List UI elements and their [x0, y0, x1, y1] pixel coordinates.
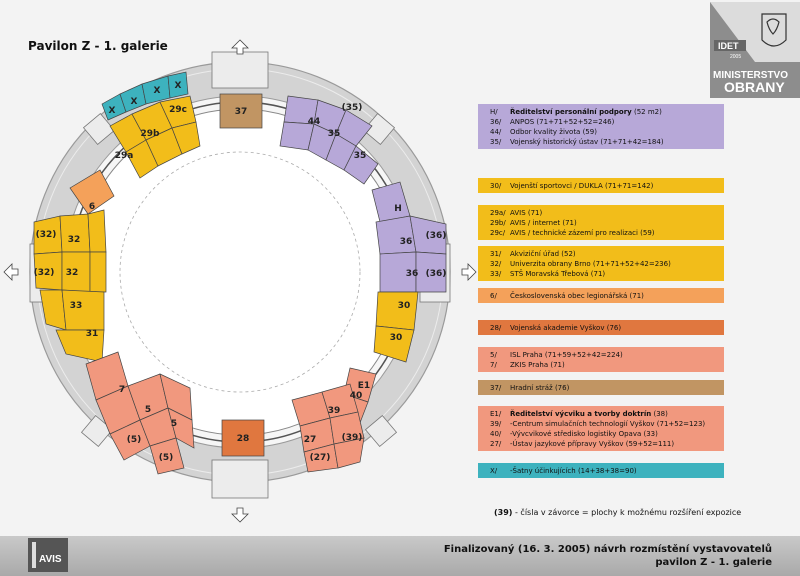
legend-code: 36/	[490, 118, 502, 126]
legend-row	[490, 429, 724, 439]
legend-name: -Vývcvikové středisko logistiky Opava (33)	[510, 430, 658, 438]
legend-name: AVIS (71)	[510, 209, 543, 217]
legend-row	[490, 383, 724, 393]
legend-code: 31/	[490, 250, 502, 258]
legend-code: 37/	[490, 384, 502, 392]
label-36-a: 36	[399, 237, 413, 247]
legend-name: Univerzita obrany Brno (71+71+52+42=236)	[510, 260, 671, 268]
footer-line2: pavilon Z - 1. galerie	[655, 557, 772, 568]
legend-code: 30/	[490, 182, 502, 190]
label-29a: 29a	[114, 151, 134, 161]
legend-row	[490, 228, 724, 238]
label-35-paren: (35)	[341, 103, 363, 113]
label-30-b: 30	[389, 333, 403, 343]
avis-logo-bar	[32, 542, 36, 568]
legend-row	[490, 137, 724, 147]
label-35-b: 35	[353, 151, 367, 161]
arrow-left-icon	[4, 264, 18, 280]
legend-name: Vojenská akademie Vyškov (76)	[510, 324, 622, 332]
legend-box	[478, 320, 724, 335]
legend-row	[490, 269, 724, 279]
legend-code: 35/	[490, 138, 502, 146]
legend-code: 29c/	[490, 229, 506, 237]
note-code: (39)	[494, 508, 513, 517]
label-30-a: 30	[397, 301, 411, 311]
label-x-1: X	[108, 106, 116, 116]
avis-text: AVIS	[39, 554, 62, 565]
legend-note	[494, 508, 741, 517]
arrow-right-icon	[462, 264, 476, 280]
legend-code: X/	[490, 467, 498, 475]
legend-row	[490, 259, 724, 269]
page-title: Pavilon Z - 1. galerie	[28, 39, 168, 53]
legend-code: 5/	[490, 351, 497, 359]
floor-plan	[0, 30, 480, 530]
legend-code: 27/	[490, 440, 502, 448]
ministry-logo	[710, 2, 800, 98]
legend-code: H/	[490, 108, 498, 116]
legend-code: 28/	[490, 324, 502, 332]
label-27: 27	[303, 435, 317, 445]
label-39: 39	[327, 406, 341, 416]
footer	[0, 536, 800, 576]
stair-top	[212, 52, 268, 88]
label-5-paren-b: (5)	[158, 453, 174, 463]
legend-row	[490, 439, 724, 449]
legend-row	[490, 181, 724, 191]
legend-name: ANPOS (71+71+52+52=246)	[510, 118, 615, 126]
label-39-paren: (39)	[341, 433, 363, 443]
legend-box	[478, 347, 724, 372]
legend-row	[490, 208, 724, 218]
legend-name: Vojenští sportovci / DUKLA (71+71=142)	[510, 182, 654, 190]
legend-code: 29a/	[490, 209, 506, 217]
legend-name: AVIS / technické zázemí pro realizaci (59)	[510, 229, 655, 237]
label-36-b: 36	[405, 269, 419, 279]
legend-name: ZKIS Praha (71)	[510, 361, 565, 369]
legend-row	[490, 350, 724, 360]
legend-row	[490, 360, 724, 370]
legend-name: AVIS / internet (71)	[510, 219, 577, 227]
legend-row	[490, 218, 724, 228]
legend-name: Vojenský historický ústav (71+71+42=184)	[510, 138, 664, 146]
label-x-4: X	[174, 81, 182, 91]
stair-bottom	[212, 460, 268, 498]
label-29b: 29b	[140, 129, 160, 139]
legend-name: STŠ Moravská Třebová (71)	[510, 270, 606, 278]
legend-name: Ředitelství výcviku a tvorby doktrín	[510, 410, 652, 418]
note-text: - čísla v závorce = plochy k možnému rozšíření expozice	[512, 508, 742, 517]
legend-code: E1/	[490, 410, 502, 418]
label-37: 37	[234, 107, 248, 117]
avis-logo	[28, 538, 68, 572]
legend-detail: (52 m2)	[631, 108, 662, 116]
legend-row	[490, 117, 724, 127]
label-32-a: 32	[67, 235, 81, 245]
label-h: H	[394, 204, 402, 214]
legend-row	[490, 107, 724, 117]
label-e1: E1	[357, 381, 371, 391]
legend-code: 6/	[490, 292, 497, 300]
legend-code: 7/	[490, 361, 497, 369]
label-44: 44	[307, 117, 321, 127]
logo-line2: OBRANY	[724, 79, 785, 95]
legend-row	[490, 249, 724, 259]
legend-box	[478, 104, 724, 149]
legend-row	[490, 466, 724, 476]
logo-line1: MINISTERSTVO	[713, 70, 789, 81]
legend-name: Československá obec legionářská (71)	[510, 292, 644, 300]
legend-row	[490, 323, 724, 333]
label-27-paren: (27)	[309, 453, 331, 463]
legend-name: Ředitelství personální podpory	[510, 108, 632, 116]
legend-name: -Šatny účinkujících (14+38+38=90)	[510, 467, 637, 475]
footer-line1: Finalizovaný (16. 3. 2005) návrh rozmístění vystavovatelů	[443, 544, 772, 555]
legend-row	[490, 291, 724, 301]
label-7: 7	[118, 385, 126, 395]
label-35-a: 35	[327, 129, 341, 139]
label-36-paren-b: (36)	[425, 269, 447, 279]
label-36-paren-a: (36)	[425, 231, 447, 241]
legend-box	[478, 178, 724, 193]
legend-name: -Ústav jazykové přípravy Vyškov (59+52=111)	[510, 440, 675, 448]
legend-name: Odbor kvality života (59)	[510, 128, 597, 136]
legend-code: 32/	[490, 260, 502, 268]
legend-row	[490, 409, 724, 419]
label-32-paren-b: (32)	[33, 268, 55, 278]
label-40: 40	[349, 391, 363, 401]
legend-code: 33/	[490, 270, 502, 278]
legend-box	[478, 406, 724, 451]
legend-box	[478, 246, 724, 281]
legend-detail: (38)	[651, 410, 668, 418]
legend-box	[478, 205, 724, 240]
legend-code: 29b/	[490, 219, 506, 227]
label-32-b: 32	[65, 268, 79, 278]
logo-year: 2005	[730, 54, 742, 60]
legend-code: 44/	[490, 128, 502, 136]
label-5-a: 5	[144, 405, 152, 415]
label-x-2: X	[130, 97, 138, 107]
label-x-3: X	[153, 86, 161, 96]
legend-name: ISL Praha (71+59+52+42=224)	[510, 351, 623, 359]
legend-code: 39/	[490, 420, 502, 428]
legend-name: Akviziční úřad (52)	[510, 250, 576, 258]
label-28: 28	[236, 434, 250, 444]
legend-row	[490, 419, 724, 429]
label-33: 33	[69, 301, 83, 311]
label-5-paren-a: (5)	[126, 435, 142, 445]
label-5-b: 5	[170, 419, 178, 429]
legend-code: 40/	[490, 430, 502, 438]
label-6: 6	[88, 202, 96, 212]
label-32-paren-a: (32)	[35, 230, 57, 240]
arrow-bottom-icon	[232, 508, 248, 522]
label-29c: 29c	[169, 105, 187, 115]
legend-box	[478, 463, 724, 478]
logo-badge: IDET	[718, 41, 739, 51]
legend-box	[478, 380, 724, 395]
legend-name: -Centrum simulačních technologií Vyškov (71+52=123)	[510, 420, 706, 428]
label-31: 31	[85, 329, 99, 339]
legend-row	[490, 127, 724, 137]
legend-name: Hradní stráž (76)	[510, 384, 570, 392]
legend-box	[478, 288, 724, 303]
